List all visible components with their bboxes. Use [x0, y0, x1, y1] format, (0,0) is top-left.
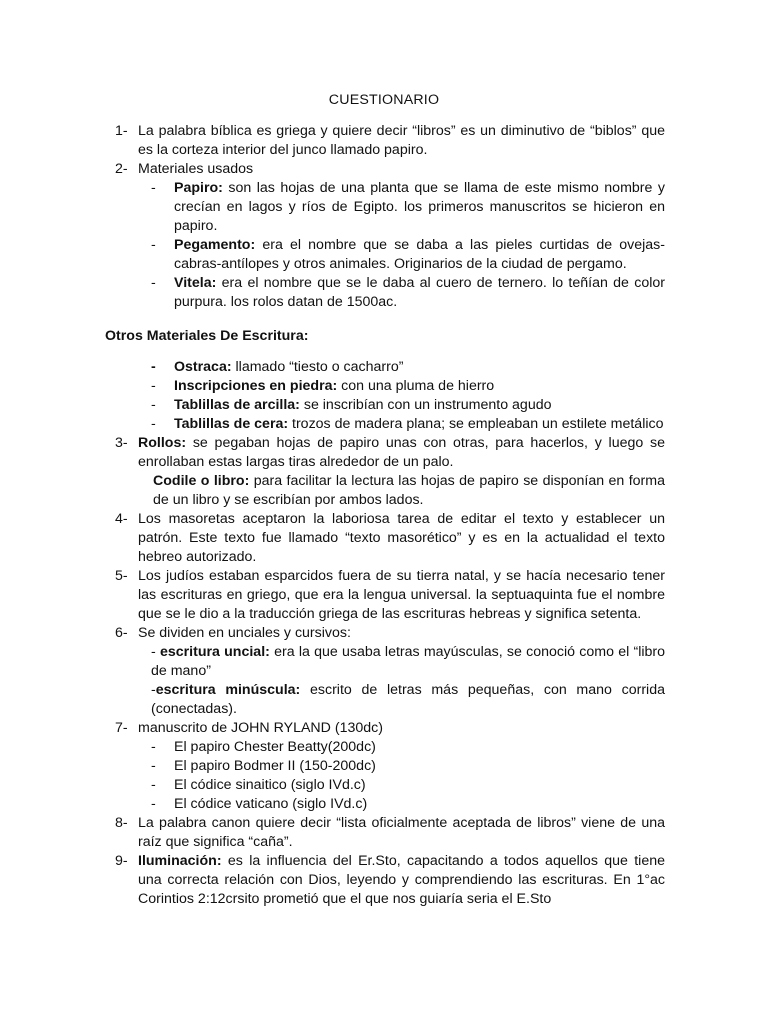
list-item-1 — [105, 122, 665, 160]
bullet-dash: - — [151, 359, 156, 375]
item-number: 7- — [115, 720, 128, 736]
bullet-dash: - — [151, 758, 156, 774]
definition: era el nombre que se le daba al cuero de ternero. lo teñían de color purpura. los rolos datan de 1500ac. — [174, 275, 665, 310]
sub-paragraph-uncial — [105, 643, 665, 681]
sub-item-vitela — [105, 274, 665, 312]
definition: para facilitar la lectura las hojas de papiro se disponían en forma de un libro y se escribían por ambos lados. — [153, 473, 665, 508]
definition: era la que usaba letras mayúsculas, se conoció como el “libro de mano” — [151, 644, 666, 679]
sub-paragraph-codice — [105, 472, 665, 510]
item-number: 2- — [115, 161, 128, 177]
definition: es la influencia del Er.Sto, capacitando a todos aquellos que tiene una correcta relación con Dios, leyendo y comprendiendo las escrituras. En 1°ac Corintios 2:12crsito prometió que el que nos guiaría seria el E.Sto — [138, 853, 665, 907]
term: Rollos: — [138, 435, 187, 451]
dash-prefix: - — [151, 682, 156, 698]
definition: trozos de madera plana; se empleaban un estilete metálico — [288, 416, 664, 432]
definition: era el nombre que se daba a las pieles curtidas de ovejas-cabras-antílopes y otros animales. Originarios de la ciudad de pergamo. — [174, 237, 665, 272]
term: Inscripciones en piedra: — [174, 378, 338, 394]
term: escritura minúscula: — [155, 682, 301, 698]
term: Tablillas de cera: — [174, 416, 289, 432]
bullet-dash: - — [151, 416, 156, 432]
sub-item-papiro — [105, 179, 665, 236]
term: Papiro: — [174, 180, 223, 196]
list-item-9 — [105, 852, 665, 909]
definition: se inscribían con un instrumento agudo — [299, 397, 552, 413]
item-text: manuscrito de JOHN RYLAND (130dc) — [138, 720, 383, 736]
bullet-dash: - — [151, 180, 156, 196]
term: Pegamento: — [174, 237, 256, 253]
term: Vitela: — [174, 275, 217, 291]
sub-item-ostraca — [105, 358, 665, 377]
definition: son las hojas de una planta que se llama de este mismo nombre y crecían en lagos y ríos de Egipto. los primeros manuscritos se hicieron en papiro. — [174, 180, 665, 234]
bullet-dash: - — [151, 397, 156, 413]
definition: escrito de letras más pequeñas, con mano corrida (conectadas). — [151, 682, 665, 717]
item-number: 6- — [115, 625, 128, 641]
bullet-dash: - — [151, 777, 156, 793]
sub-item-manuscript — [105, 776, 665, 795]
bullet-dash: - — [151, 378, 156, 394]
sub-item-pegamento — [105, 236, 665, 274]
item-text: La palabra canon quiere decir “lista oficialmente aceptada de libros” viene de una raíz que significa “caña”. — [138, 815, 665, 850]
term: Ostraca: — [174, 359, 232, 375]
sub-item-manuscript — [105, 757, 665, 776]
item-text: Materiales usados — [138, 161, 254, 177]
item-number: 3- — [115, 435, 128, 451]
definition: con una pluma de hierro — [337, 378, 495, 394]
definition: llamado “tiesto o cacharro” — [231, 359, 404, 375]
item-number: 1- — [115, 123, 128, 139]
term: Tablillas de arcilla: — [174, 397, 300, 413]
list-item-3 — [105, 434, 665, 472]
sub-item-manuscript — [105, 738, 665, 757]
sub-item-inscripciones — [105, 377, 665, 396]
bullet-dash: - — [151, 796, 156, 812]
sub-text: El papiro Chester Beatty(200dc) — [174, 739, 376, 755]
sub-item-manuscript — [105, 795, 665, 814]
section-heading: Otros Materiales De Escritura: — [105, 328, 309, 344]
item-text: Los judíos estaban esparcidos fuera de su tierra natal, y se hacía necesario tener las escrituras en griego, que era la lengua universal. la septuaquinta fue el nombre que se le dio a la traducción griega de las escrituras hebreas y significa setenta. — [138, 568, 665, 622]
bullet-dash: - — [151, 275, 156, 291]
term: Codile o libro: — [153, 473, 250, 489]
sub-item-arcilla — [105, 396, 665, 415]
definition: se pegaban hojas de papiro unas con otras, para hacerlos, y luego se enrollaban estas largas tiras alrededor de un palo. — [138, 435, 665, 470]
sub-text: El códice sinaitico (siglo IVd.c) — [174, 777, 366, 793]
page-title: CUESTIONARIO — [328, 92, 440, 108]
item-text: Se dividen en unciales y cursivos: — [138, 625, 351, 641]
item-text: La palabra bíblica es griega y quiere decir “libros” es un diminutivo de “biblos” que es la corteza interior del junco llamado papiro. — [138, 123, 665, 158]
dash-prefix: - — [151, 644, 160, 660]
item-number: 8- — [115, 815, 128, 831]
list-item-8 — [105, 814, 665, 852]
sub-text: El papiro Bodmer II (150-200dc) — [174, 758, 376, 774]
document-body — [105, 122, 665, 909]
list-item-4 — [105, 510, 665, 567]
list-item-2 — [105, 160, 665, 179]
term: Iluminación: — [138, 853, 222, 869]
sub-paragraph-minuscula — [105, 681, 665, 719]
term: escritura uncial: — [159, 644, 270, 660]
item-number: 4- — [115, 511, 128, 527]
list-item-5 — [105, 567, 665, 624]
sub-item-cera — [105, 415, 665, 434]
item-text: Los masoretas aceptaron la laboriosa tarea de editar el texto y establecer un patrón. Este texto fue llamado “texto masorético” y es en la actualidad el texto hebreo autorizado. — [138, 511, 665, 565]
bullet-dash: - — [151, 739, 156, 755]
item-number: 5- — [115, 568, 128, 584]
item-number: 9- — [115, 853, 128, 869]
sub-text: El códice vaticano (siglo IVd.c) — [174, 796, 368, 812]
list-item-6 — [105, 624, 665, 643]
list-item-7 — [105, 719, 665, 738]
bullet-dash: - — [151, 237, 156, 253]
